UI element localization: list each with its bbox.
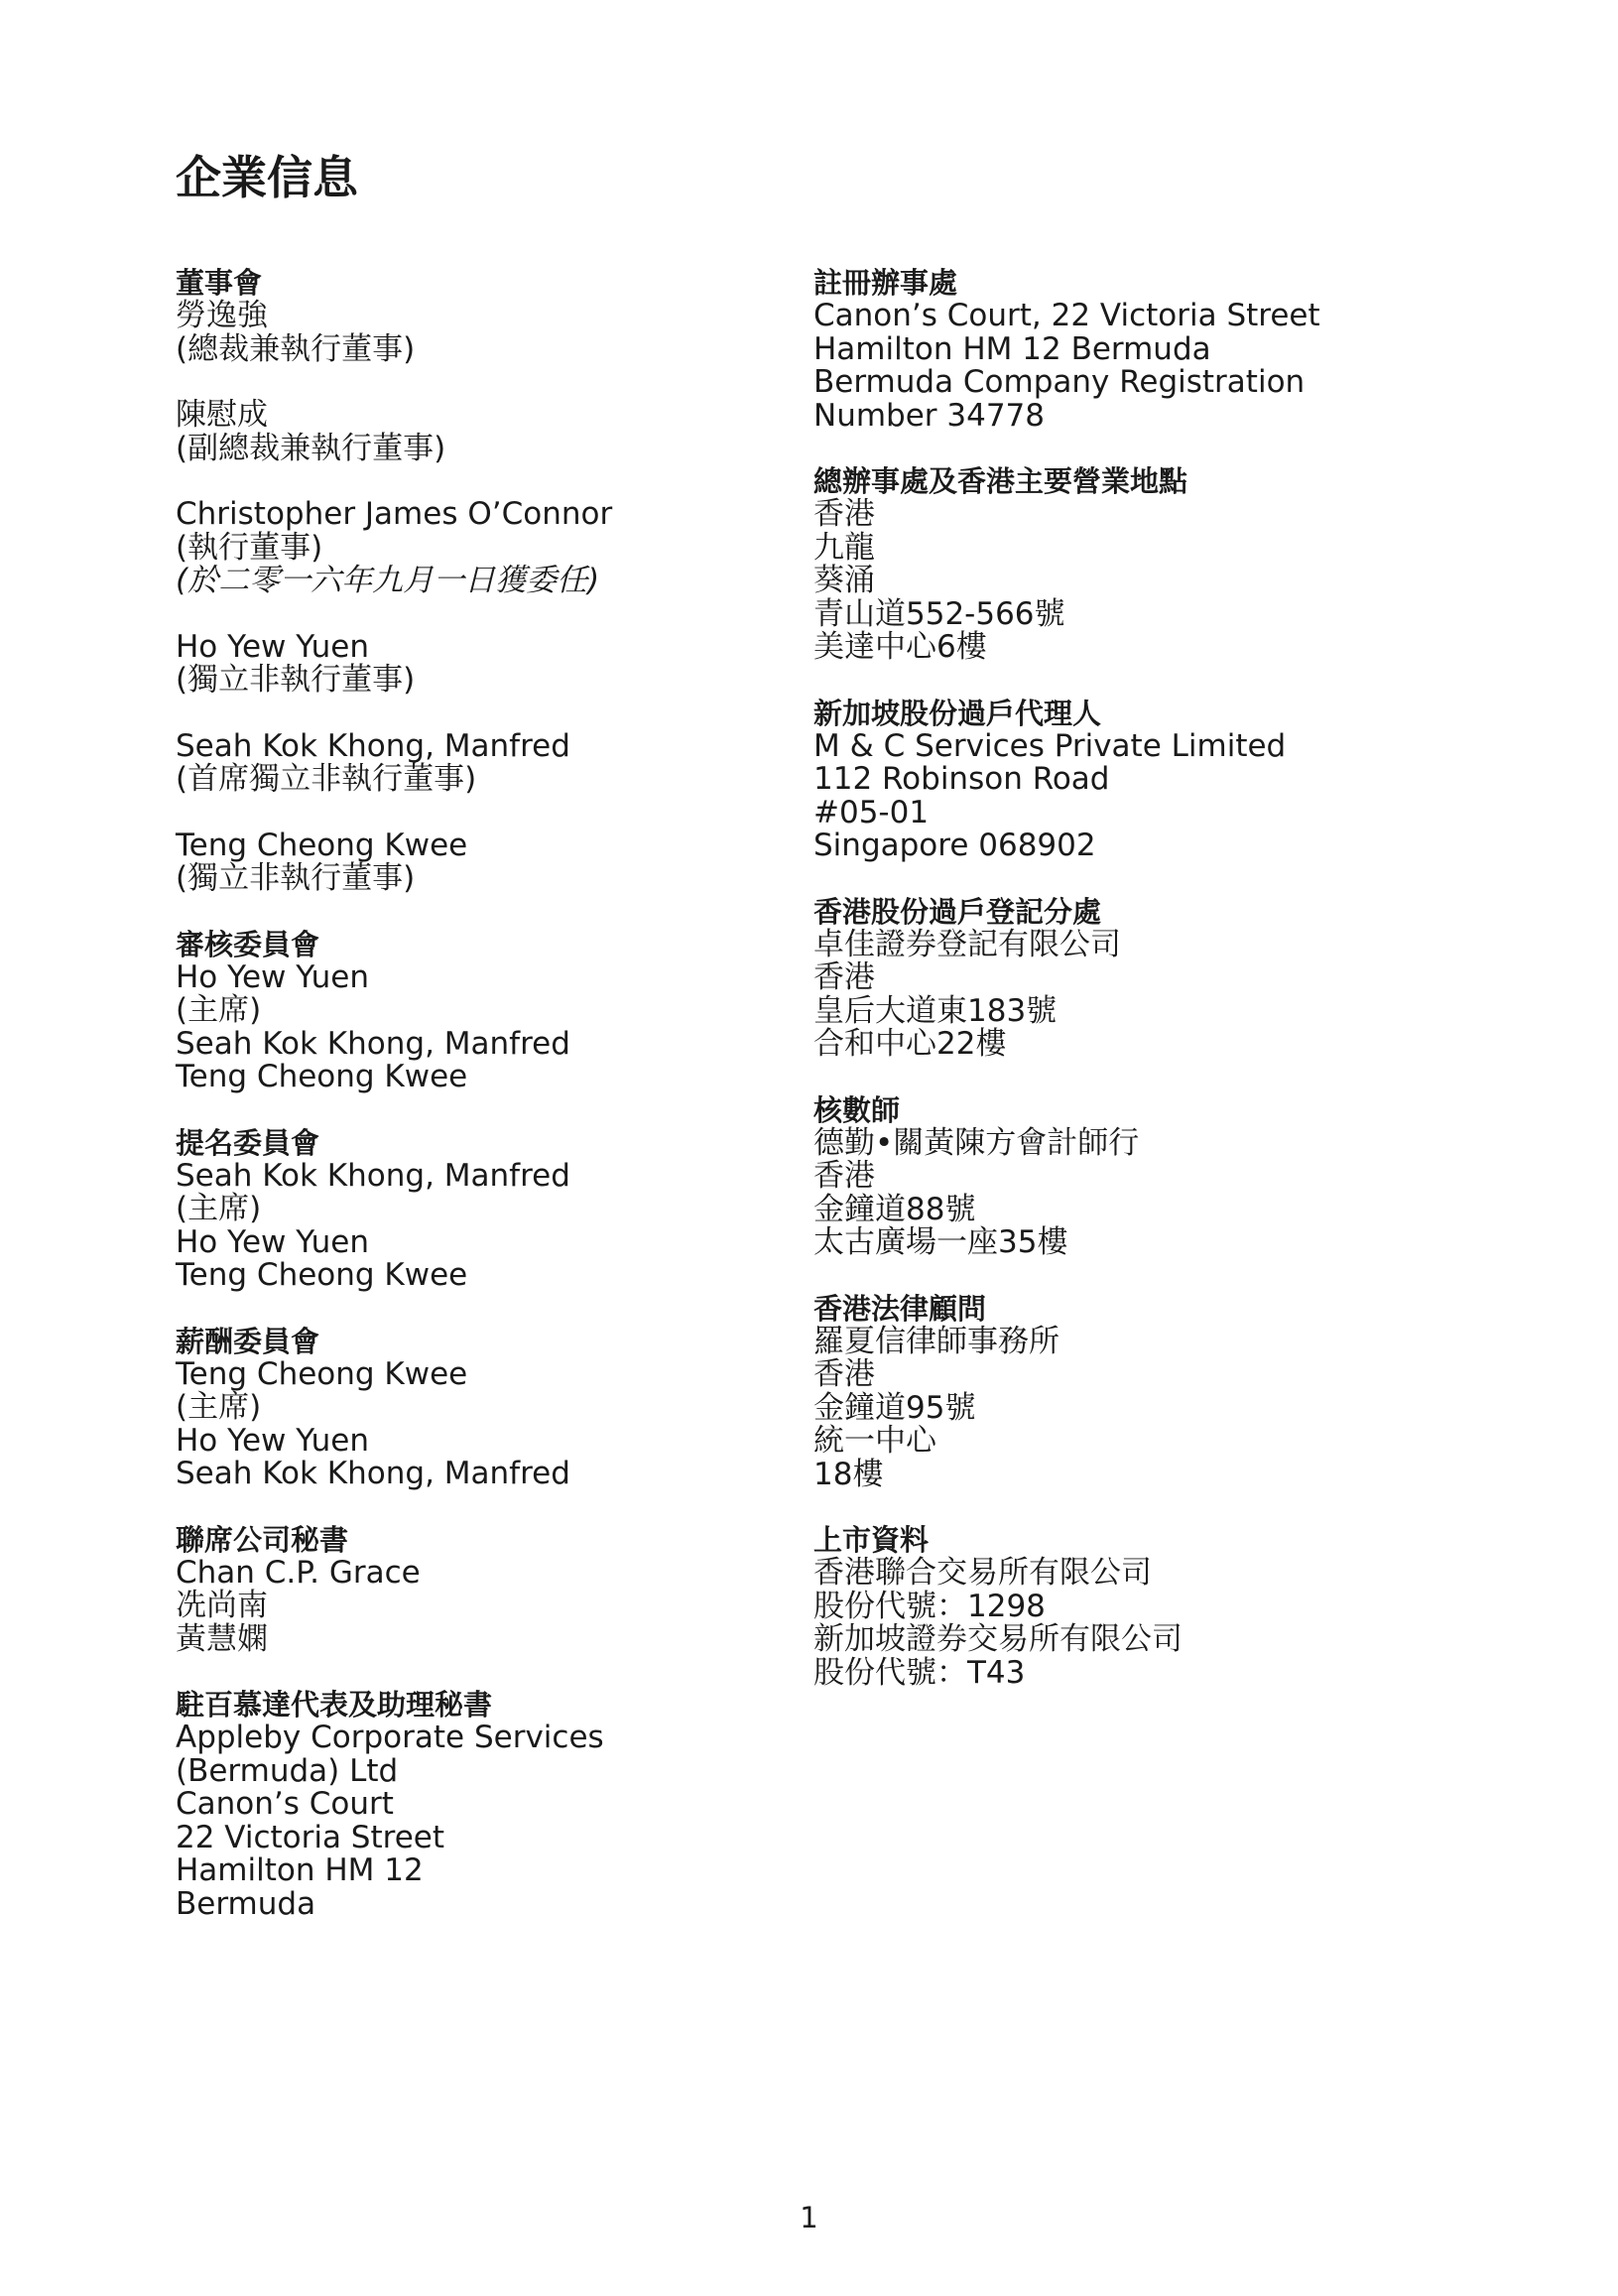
right-column bbox=[813, 266, 1508, 1722]
member-role: (首席獨立非執行董事) bbox=[176, 761, 477, 797]
section-line: 德勤•關黃陳方會計師行 bbox=[813, 1124, 1140, 1161]
section-heading: 董事會 bbox=[176, 266, 263, 300]
section-line: 卓佳證券登記有限公司 bbox=[813, 926, 1121, 962]
section-line: Canon’s Court, 22 Victoria Street bbox=[813, 298, 1320, 333]
section-line: Teng Cheong Kwee bbox=[176, 1059, 468, 1094]
registered-office-section bbox=[813, 266, 1508, 433]
section-heading: 駐百慕達代表及助理秘書 bbox=[176, 1688, 493, 1722]
section-line: Chan C.P. Grace bbox=[176, 1554, 421, 1591]
section-line: 美達中心6樓 bbox=[813, 629, 987, 665]
section-heading: 新加坡股份過戶代理人 bbox=[813, 696, 1102, 730]
section-line: (主席) bbox=[176, 1191, 262, 1226]
section-line: 香港 bbox=[813, 1356, 875, 1392]
member-name: Teng Cheong Kwee bbox=[176, 827, 468, 863]
member-role: (獨立非執行董事) bbox=[176, 860, 416, 896]
section-line: Ho Yew Yuen bbox=[176, 1422, 369, 1459]
member-name: 陳慰成 bbox=[176, 397, 268, 433]
section-heading: 聯席公司秘書 bbox=[176, 1522, 349, 1557]
section-line: Number 34778 bbox=[813, 397, 1045, 434]
board-member bbox=[176, 727, 771, 797]
section-line: #05-01 bbox=[813, 794, 930, 830]
hk-registrar-section bbox=[813, 895, 1508, 1062]
section-line: Hamilton HM 12 bbox=[176, 1852, 424, 1888]
section-line: Teng Cheong Kwee bbox=[176, 1355, 468, 1392]
page-number: 1 bbox=[800, 2201, 818, 2234]
page-title: 企業信息 bbox=[176, 151, 358, 204]
section-heading: 提名委員會 bbox=[176, 1125, 320, 1160]
auditor-section bbox=[813, 1093, 1508, 1260]
remuneration-committee-section bbox=[176, 1325, 771, 1491]
section-heading: 上市資料 bbox=[813, 1523, 930, 1557]
section-line: 香港 bbox=[813, 496, 875, 532]
singapore-agent-section bbox=[813, 697, 1508, 863]
bermuda-representative-section bbox=[176, 1688, 771, 1921]
section-line: Teng Cheong Kwee bbox=[176, 1257, 468, 1293]
member-name: Seah Kok Khong, Manfred bbox=[176, 727, 570, 764]
member-name: Ho Yew Yuen bbox=[176, 628, 369, 665]
section-line: Ho Yew Yuen bbox=[176, 958, 369, 995]
section-line: 香港聯合交易所有限公司 bbox=[813, 1555, 1152, 1591]
section-heading: 總辦事處及香港主要營業地點 bbox=[813, 464, 1188, 498]
section-line: 22 Victoria Street bbox=[176, 1819, 445, 1855]
board-member bbox=[176, 829, 771, 896]
section-line: Bermuda Company Registration bbox=[813, 364, 1306, 400]
member-name: 勞逸強 bbox=[176, 298, 268, 333]
section-line: 18樓 bbox=[813, 1456, 884, 1492]
section-line: Appleby Corporate Services bbox=[176, 1720, 604, 1755]
board-member bbox=[176, 498, 771, 598]
member-role: (總裁兼執行董事) bbox=[176, 330, 416, 367]
section-line: 太古廣場一座35樓 bbox=[813, 1224, 1068, 1260]
nomination-committee-section bbox=[176, 1126, 771, 1293]
board-section bbox=[176, 266, 771, 896]
section-line: (Bermuda) Ltd bbox=[176, 1752, 399, 1789]
section-line: 香港 bbox=[813, 1158, 875, 1194]
member-role: (副總裁兼執行董事) bbox=[176, 430, 446, 466]
board-member bbox=[176, 399, 771, 465]
section-heading: 薪酬委員會 bbox=[176, 1324, 320, 1358]
section-line: (主席) bbox=[176, 1389, 262, 1425]
section-line: M & C Services Private Limited bbox=[813, 727, 1287, 764]
section-line: 葵涌 bbox=[813, 563, 875, 598]
section-line: Singapore 068902 bbox=[813, 828, 1096, 863]
left-column bbox=[176, 266, 771, 1953]
member-name: Christopher James O’Connor bbox=[176, 496, 613, 532]
section-line: 羅夏信律師事務所 bbox=[813, 1323, 1059, 1359]
section-heading: 註冊辦事處 bbox=[813, 266, 958, 300]
section-line: Ho Yew Yuen bbox=[176, 1223, 369, 1260]
section-line: Canon’s Court bbox=[176, 1786, 394, 1822]
section-line: 股份代號：1298 bbox=[813, 1588, 1046, 1624]
listing-section bbox=[813, 1523, 1508, 1690]
section-line: 金鐘道88號 bbox=[813, 1191, 976, 1227]
section-line: 冼尚南 bbox=[176, 1588, 268, 1623]
audit-committee-section bbox=[176, 928, 771, 1094]
section-line: Bermuda bbox=[176, 1885, 316, 1922]
section-line: 九龍 bbox=[813, 529, 875, 566]
section-line: 新加坡證券交易所有限公司 bbox=[813, 1621, 1182, 1657]
section-line: 股份代號：T43 bbox=[813, 1654, 1026, 1691]
joint-secretaries-section bbox=[176, 1523, 771, 1657]
board-member bbox=[176, 300, 771, 366]
section-line: Seah Kok Khong, Manfred bbox=[176, 1025, 570, 1062]
board-member bbox=[176, 628, 771, 698]
section-line: Seah Kok Khong, Manfred bbox=[176, 1456, 570, 1491]
section-line: 黃慧嫻 bbox=[176, 1620, 268, 1657]
member-note: (於二零一六年九月一日獲委任) bbox=[176, 563, 600, 598]
section-line: 皇后大道東183號 bbox=[813, 992, 1058, 1029]
section-line: 青山道552-566號 bbox=[813, 595, 1065, 632]
section-line: 統一中心 bbox=[813, 1423, 936, 1459]
legal-adviser-section bbox=[813, 1292, 1508, 1492]
head-office-section bbox=[813, 464, 1508, 665]
section-line: 合和中心22樓 bbox=[813, 1026, 1007, 1062]
section-heading: 香港股份過戶登記分處 bbox=[813, 894, 1102, 929]
section-line: 金鐘道95號 bbox=[813, 1389, 976, 1426]
section-heading: 香港法律顧問 bbox=[813, 1291, 987, 1326]
section-heading: 核數師 bbox=[813, 1092, 901, 1127]
section-line: 112 Robinson Road bbox=[813, 761, 1110, 797]
section-line: (主席) bbox=[176, 992, 262, 1028]
member-role: (執行董事) bbox=[176, 529, 323, 566]
member-role: (獨立非執行董事) bbox=[176, 662, 416, 698]
section-line: 香港 bbox=[813, 959, 875, 995]
section-line: Seah Kok Khong, Manfred bbox=[176, 1157, 570, 1194]
section-heading: 審核委員會 bbox=[176, 927, 320, 961]
section-line: Hamilton HM 12 Bermuda bbox=[813, 330, 1211, 367]
